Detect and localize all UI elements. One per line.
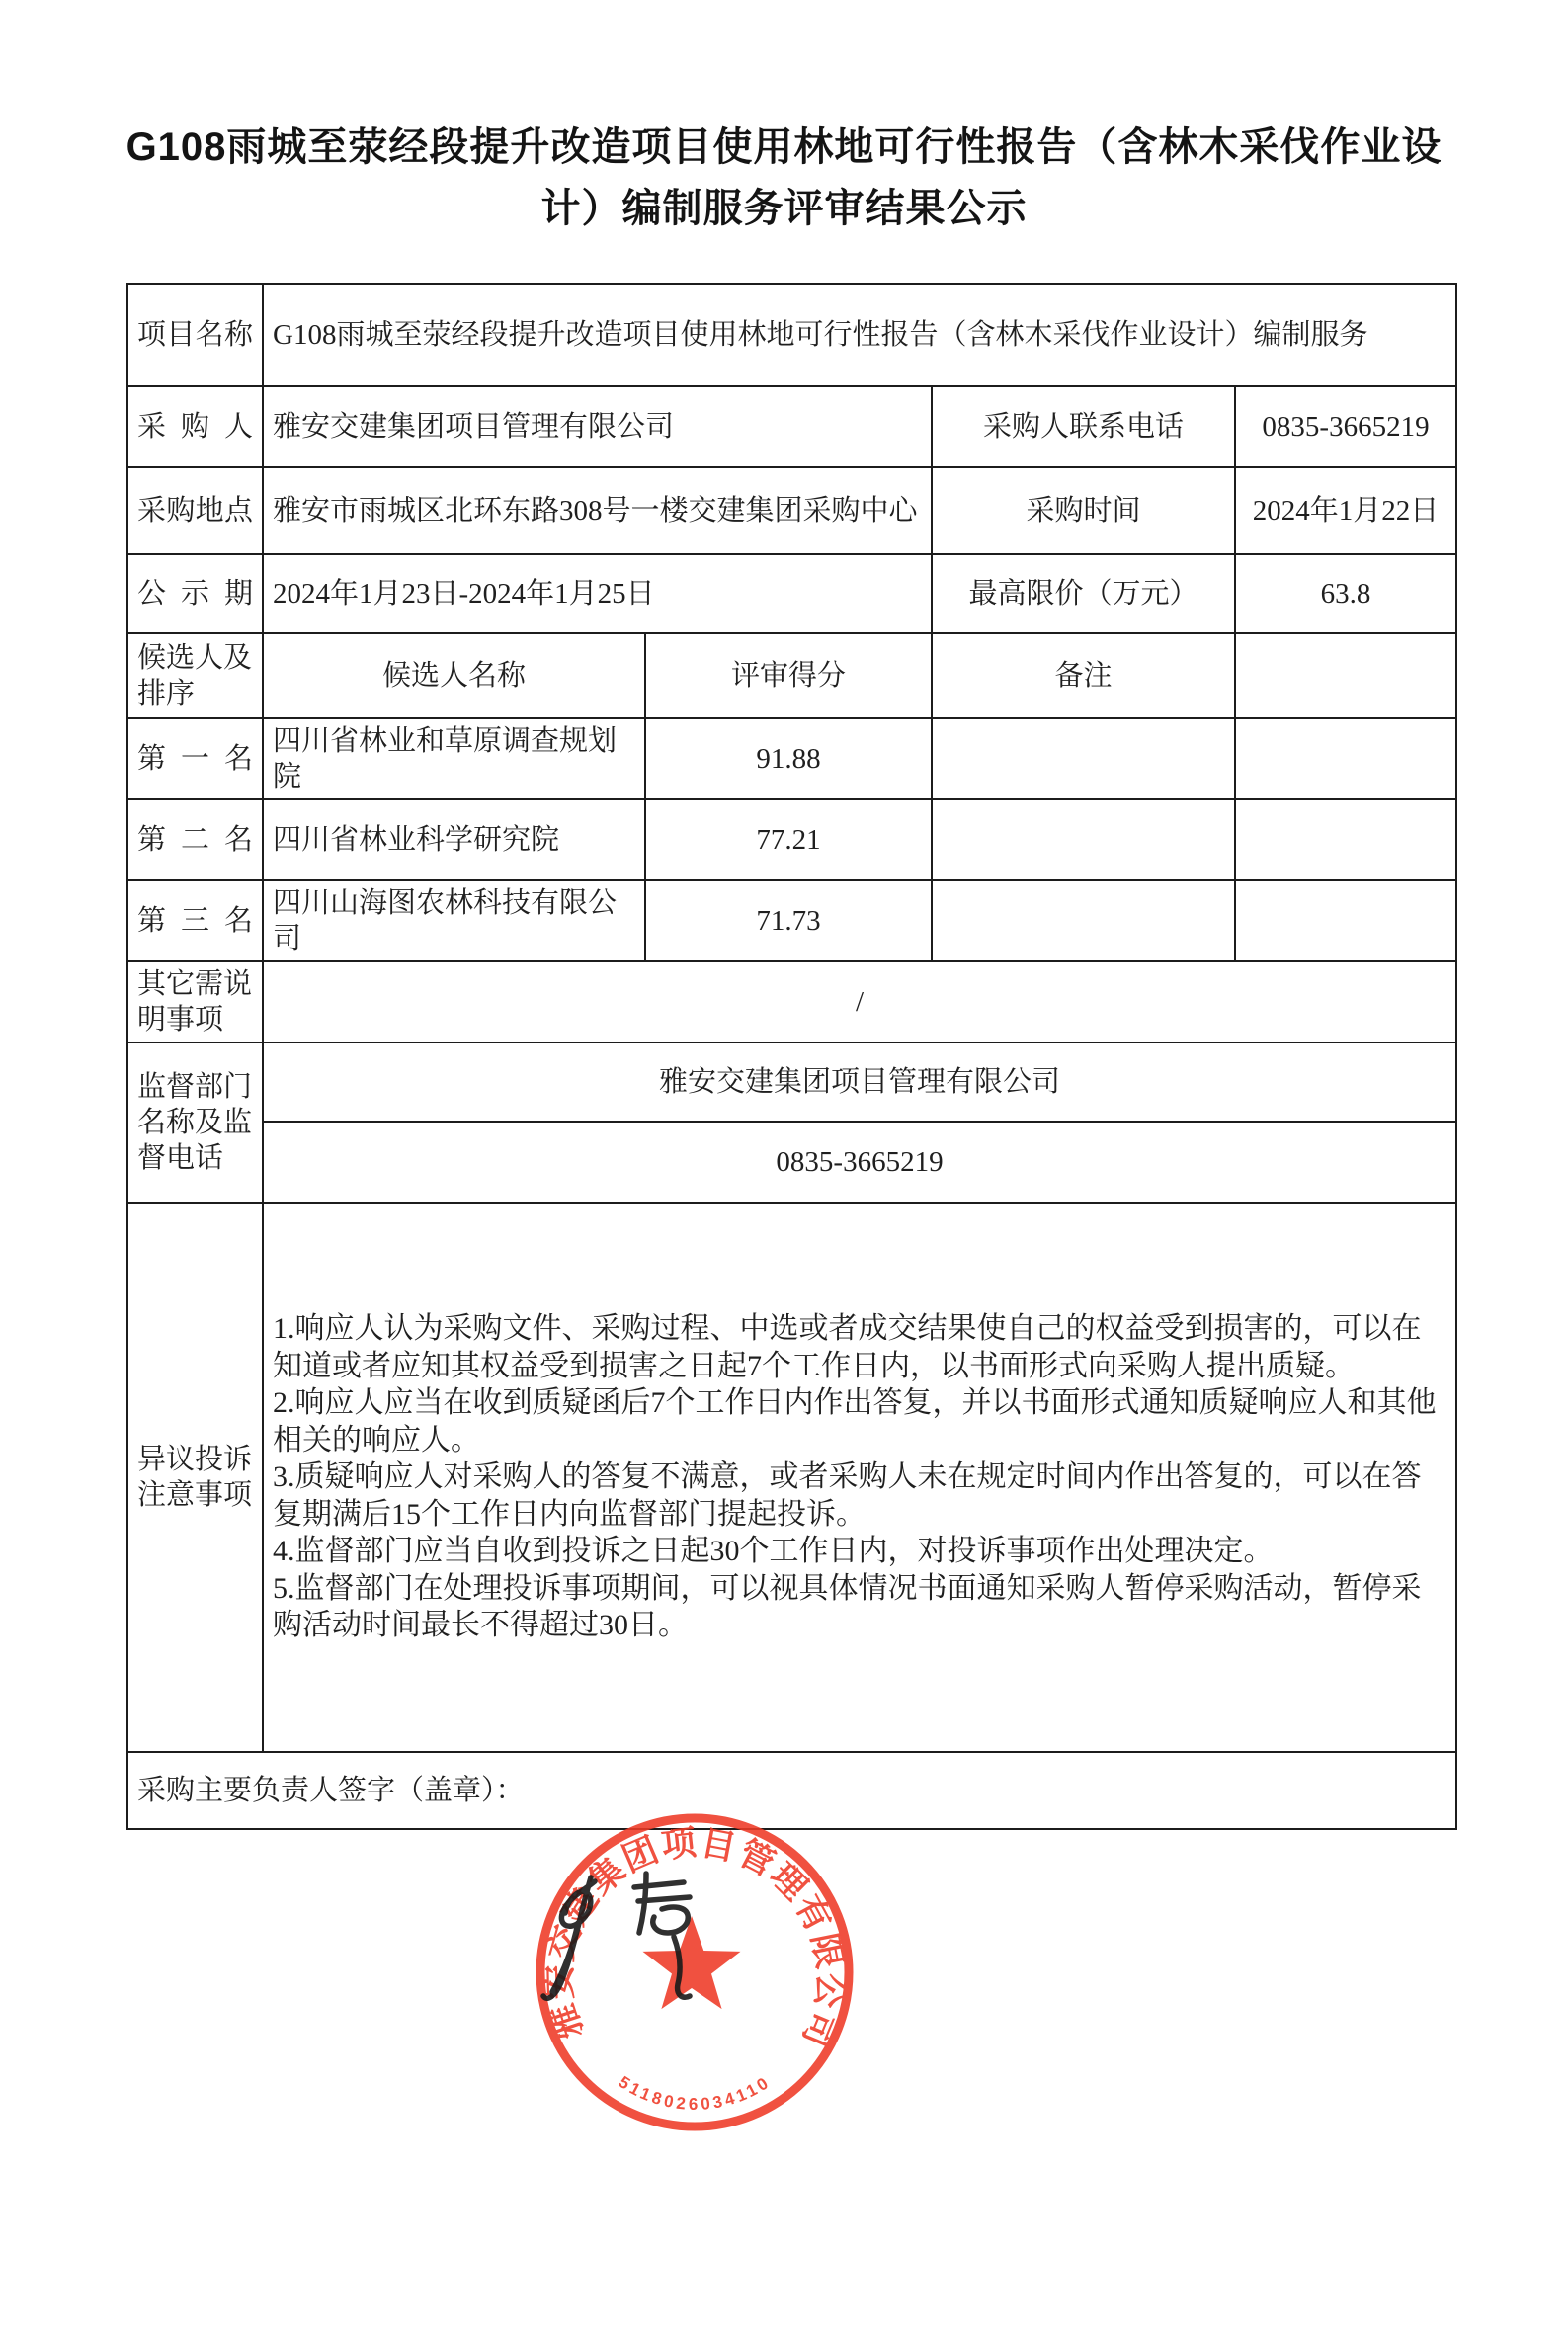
candidate-1-score: 91.88 <box>645 718 932 799</box>
row-supervision-phone <box>127 1122 1456 1203</box>
row-other-notes <box>127 961 1456 1042</box>
candidate-1-remark <box>932 718 1235 799</box>
document-title-line2: 计）编制服务评审结果公示 <box>540 187 1028 230</box>
seal-company-arc-text: 雅安交建集团项目管理有限公司 <box>539 1823 851 2055</box>
publicity-period-value: 2024年1月23日-2024年1月25日 <box>263 554 932 633</box>
document-title <box>0 117 1568 239</box>
results-table <box>126 283 1457 1830</box>
purchase-time-label: 采购时间 <box>932 467 1235 554</box>
candidate-3-score: 71.73 <box>645 880 932 961</box>
row-publicity-period <box>127 554 1456 633</box>
row-project-name <box>127 284 1456 386</box>
candidate-2-name: 四川省林业科学研究院 <box>263 799 645 880</box>
publicity-period-label: 公示期 <box>127 554 263 633</box>
document-title-line1: G108雨城至荥经段提升改造项目使用林地可行性报告（含林木采伐作业设 <box>125 125 1443 169</box>
official-seal <box>496 1774 893 2171</box>
complaint-notice-label: 异议投诉注意事项 <box>127 1203 263 1752</box>
complaint-item-4: 4.监督部门应当自收到投诉之日起30个工作日内，对投诉事项作出处理决定。 <box>273 1535 1274 1568</box>
candidate-score-header: 评审得分 <box>645 633 932 718</box>
row-signature <box>127 1752 1456 1829</box>
candidate-1-rank: 第一名 <box>127 718 263 799</box>
candidate-3-name: 四川山海图农林科技有限公司 <box>263 880 645 961</box>
candidate-remark-header: 备注 <box>932 633 1235 718</box>
max-price-label: 最高限价（万元） <box>932 554 1235 633</box>
row-location <box>127 467 1456 554</box>
supervision-phone: 0835-3665219 <box>263 1122 1456 1203</box>
candidate-name-header: 候选人名称 <box>263 633 645 718</box>
table-row-candidate-1 <box>127 718 1456 799</box>
seal-star-icon <box>643 1916 741 2009</box>
other-notes-value: / <box>263 961 1456 1042</box>
signature-label: 采购主要负责人签字（盖章）： <box>127 1752 1456 1829</box>
purchaser-value: 雅安交建集团项目管理有限公司 <box>263 386 932 467</box>
max-price-value: 63.8 <box>1235 554 1456 633</box>
row-candidates-header <box>127 633 1456 718</box>
supervision-department: 雅安交建集团项目管理有限公司 <box>263 1042 1456 1122</box>
complaint-item-1: 1.响应人认为采购文件、采购过程、中选或者成交结果使自己的权益受到损害的，可以在知道或者应知其权益受到损害之日起7个工作日内，以书面形式向采购人提出质疑。 <box>273 1312 1422 1382</box>
seal-code-arc-text: 5118026034110 <box>615 2071 775 2114</box>
purchase-time-value: 2024年1月22日 <box>1235 467 1456 554</box>
candidate-2-remark <box>932 799 1235 880</box>
row-purchaser <box>127 386 1456 467</box>
candidate-2-empty-cell <box>1235 799 1456 880</box>
table-row-candidate-3 <box>127 880 1456 961</box>
purchaser-phone-label: 采购人联系电话 <box>932 386 1235 467</box>
project-name-label: 项目名称 <box>127 284 263 386</box>
handwritten-signature <box>534 1852 731 2020</box>
candidate-3-remark <box>932 880 1235 961</box>
complaint-notice-text <box>263 1203 1456 1752</box>
seal-ring <box>540 1818 849 2126</box>
complaint-item-2: 2.响应人应当在收到质疑函后7个工作日内作出答复，并以书面形式通知质疑响应人和其他相关的响应人。 <box>273 1386 1437 1457</box>
other-notes-label: 其它需说明事项 <box>127 961 263 1042</box>
candidate-2-score: 77.21 <box>645 799 932 880</box>
purchaser-phone-value: 0835-3665219 <box>1235 386 1456 467</box>
table-row-candidate-2 <box>127 799 1456 880</box>
candidate-3-rank: 第三名 <box>127 880 263 961</box>
row-supervision-name <box>127 1042 1456 1122</box>
candidate-1-name: 四川省林业和草原调查规划院 <box>263 718 645 799</box>
candidates-header-empty-cell <box>1235 633 1456 718</box>
complaint-item-3: 3.质疑响应人对采购人的答复不满意，或者采购人未在规定时间内作出答复的，可以在答复期满后15个工作日内向监督部门提起投诉。 <box>273 1460 1422 1531</box>
candidate-2-rank: 第二名 <box>127 799 263 880</box>
candidates-rank-label: 候选人及排序 <box>127 633 263 718</box>
candidate-3-empty-cell <box>1235 880 1456 961</box>
project-name-value: G108雨城至荥经段提升改造项目使用林地可行性报告（含林木采伐作业设计）编制服务 <box>263 284 1456 386</box>
supervision-label: 监督部门名称及监督电话 <box>127 1042 263 1203</box>
purchaser-label: 采购人 <box>127 386 263 467</box>
location-label: 采购地点 <box>127 467 263 554</box>
location-value: 雅安市雨城区北环东路308号一楼交建集团采购中心 <box>263 467 932 554</box>
complaint-item-5: 5.监督部门在处理投诉事项期间，可以视具体情况书面通知采购人暂停采购活动，暂停采购活动时间最长不得超过30日。 <box>273 1571 1422 1642</box>
candidate-1-empty-cell <box>1235 718 1456 799</box>
row-complaint-notice <box>127 1203 1456 1752</box>
